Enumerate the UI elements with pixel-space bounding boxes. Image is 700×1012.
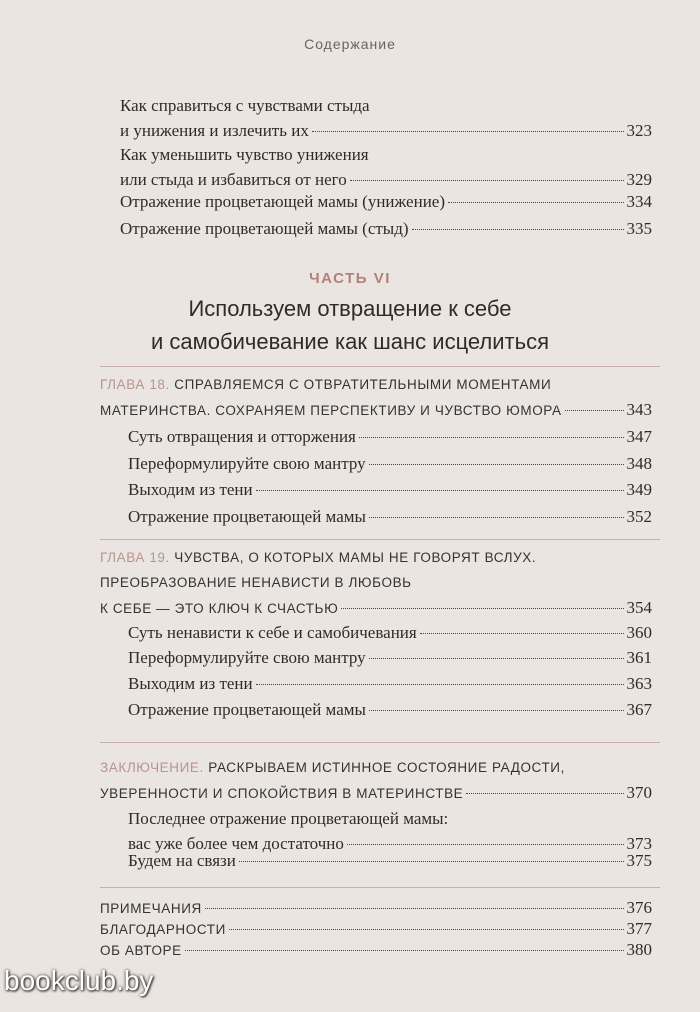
dot-leader	[205, 908, 624, 909]
entry-title: Переформулируйте свою мантру	[128, 648, 366, 667]
conclusion-entry	[100, 755, 652, 806]
dot-leader	[448, 202, 624, 203]
running-head: Содержание	[304, 36, 396, 52]
entry-title: Переформулируйте свою мантру	[128, 454, 366, 473]
divider	[100, 539, 660, 540]
page-number: 367	[626, 700, 652, 719]
chapter-title-line: СПРАВЛЯЕМСЯ С ОТВРАТИТЕЛЬНЫМИ МОМЕНТАМИ	[169, 377, 552, 392]
entry-title: или стыда и избавиться от него	[120, 170, 347, 189]
chapter-title: МАТЕРИНСТВА. СОХРАНЯЕМ ПЕРСПЕКТИВУ И ЧУВСТВО ЮМОРА	[100, 403, 562, 418]
dot-leader	[565, 410, 624, 411]
entry-line: Как справиться с чувствами стыда	[120, 96, 370, 115]
dot-leader	[369, 464, 624, 465]
chapter-prefix: ГЛАВА 19.	[100, 550, 170, 565]
dot-leader	[347, 844, 624, 845]
watermark: bookclub.by	[4, 965, 154, 996]
divider	[100, 742, 660, 743]
toc-entry	[128, 620, 652, 645]
toc-entry	[120, 216, 652, 241]
toc-entry	[128, 697, 652, 722]
page-number: 380	[626, 940, 652, 959]
page-number: 323	[626, 121, 652, 140]
dot-leader	[341, 608, 623, 609]
back-matter-title: БЛАГОДАРНОСТИ	[100, 922, 226, 937]
dot-leader	[185, 950, 624, 951]
back-matter-title: ПРИМЕЧАНИЯ	[100, 901, 202, 916]
page-number: 335	[626, 219, 652, 238]
chapter-prefix: ГЛАВА 18.	[100, 377, 170, 392]
page-number: 343	[626, 400, 652, 419]
entry-title: Выходим из тени	[128, 674, 253, 693]
page-number: 352	[626, 507, 652, 526]
page-number: 361	[626, 648, 652, 667]
toc-entry	[120, 189, 652, 214]
divider	[100, 366, 660, 367]
dot-leader	[239, 861, 624, 862]
entry-title: Отражение процветающей мамы	[128, 507, 366, 526]
entry-title: Суть отвращения и отторжения	[128, 427, 356, 446]
toc-entry	[128, 477, 652, 502]
dot-leader	[312, 131, 624, 132]
dot-leader	[369, 710, 624, 711]
back-matter-entry	[100, 897, 652, 919]
page-number: 354	[626, 598, 652, 617]
back-matter-entry	[100, 918, 652, 940]
page-number: 376	[626, 898, 652, 917]
toc-entry	[120, 93, 652, 143]
page-number: 363	[626, 674, 652, 693]
entry-title: Отражение процветающей мамы (унижение)	[120, 192, 445, 211]
part-label: ЧАСТЬ VI	[309, 270, 391, 287]
entry-title: Будем на связи	[128, 851, 236, 870]
toc-entry	[128, 671, 652, 696]
toc-entry	[128, 424, 652, 449]
page-number: 349	[626, 480, 652, 499]
chapter-title-line: ПРЕОБРАЗОВАНИЕ НЕНАВИСТИ В ЛЮБОВЬ	[100, 575, 412, 590]
toc-entry	[128, 645, 652, 670]
page-number: 373	[626, 834, 652, 853]
part-title-line: и самобичевание как шанс исцелиться	[151, 329, 549, 354]
dot-leader	[420, 633, 624, 634]
entry-title: Выходим из тени	[128, 480, 253, 499]
toc-entry	[128, 848, 652, 873]
page-number: 348	[626, 454, 652, 473]
dot-leader	[256, 490, 624, 491]
dot-leader	[350, 180, 624, 181]
chapter-title: К СЕБЕ — ЭТО КЛЮЧ К СЧАСТЬЮ	[100, 601, 339, 616]
dot-leader	[229, 929, 624, 930]
chapter-entry	[100, 372, 652, 423]
entry-title: Отражение процветающей мамы (стыд)	[120, 219, 409, 238]
page-number: 329	[626, 170, 652, 189]
divider	[100, 887, 660, 888]
entry-line: Последнее отражение процветающей мамы:	[128, 809, 449, 828]
part-title-line: Используем отвращение к себе	[188, 296, 512, 321]
dot-leader	[412, 229, 624, 230]
back-matter-title: ОБ АВТОРЕ	[100, 943, 182, 958]
part-title	[0, 292, 700, 358]
back-matter-entry	[100, 939, 652, 961]
page-number: 334	[626, 192, 652, 211]
dot-leader	[369, 517, 624, 518]
page-number: 375	[626, 851, 652, 870]
dot-leader	[369, 658, 624, 659]
toc-entry	[120, 142, 652, 192]
page-number: 347	[626, 427, 652, 446]
dot-leader	[256, 684, 624, 685]
conclusion-title: УВЕРЕННОСТИ И СПОКОЙСТВИЯ В МАТЕРИНСТВЕ	[100, 786, 464, 801]
toc-entry	[128, 504, 652, 529]
entry-title: Суть ненависти к себе и самобичевания	[128, 623, 417, 642]
dot-leader	[466, 793, 623, 794]
entry-title: и унижения и излечить их	[120, 121, 309, 140]
chapter-title-line: ЧУВСТВА, О КОТОРЫХ МАМЫ НЕ ГОВОРЯТ ВСЛУХ.	[169, 550, 537, 565]
page-number: 360	[626, 623, 652, 642]
page-number: 370	[626, 783, 652, 802]
conclusion-title-line: РАСКРЫВАЕМ ИСТИННОЕ СОСТОЯНИЕ РАДОСТИ,	[203, 760, 565, 775]
entry-title: Отражение процветающей мамы	[128, 700, 366, 719]
page-number: 377	[626, 919, 652, 938]
dot-leader	[359, 437, 624, 438]
entry-title: вас уже более чем достаточно	[128, 834, 344, 853]
entry-line: Как уменьшить чувство унижения	[120, 145, 369, 164]
conclusion-prefix: ЗАКЛЮЧЕНИЕ.	[100, 760, 204, 775]
chapter-entry	[100, 545, 652, 621]
toc-entry	[128, 451, 652, 476]
